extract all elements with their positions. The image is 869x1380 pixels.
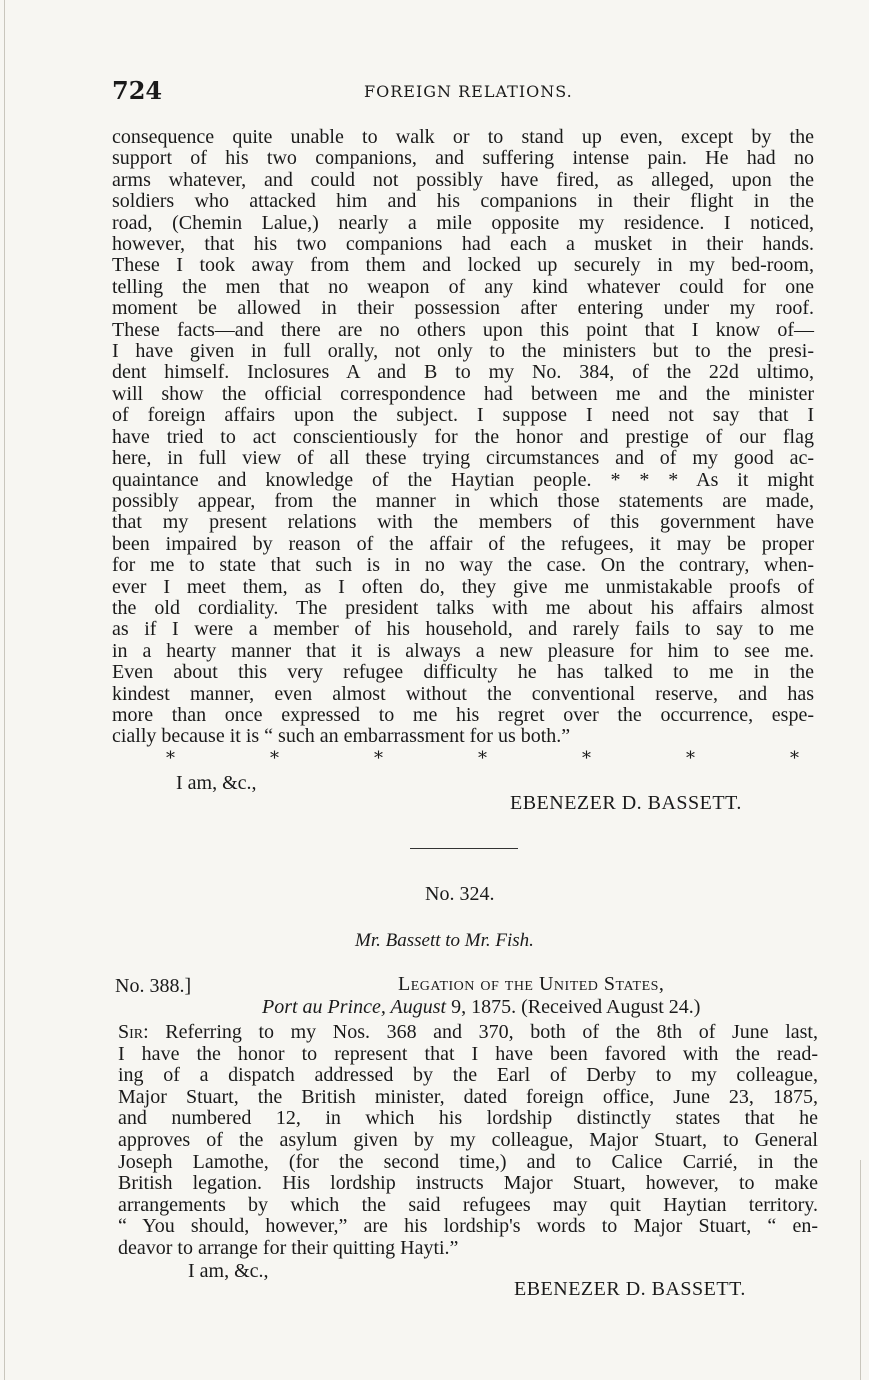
text-line: the old cordiality. The president talks with me about his affairs almost bbox=[112, 596, 814, 619]
document-title: Mr. Bassett to Mr. Fish. bbox=[355, 930, 534, 951]
letter-1-body bbox=[112, 127, 814, 748]
text-line: These facts—and there are no others upon this point that I know of— bbox=[112, 318, 814, 341]
text-line: of foreign affairs upon the subject. I suppose I need not say that I bbox=[112, 404, 814, 427]
text-line: approves of the asylum given by my colleague, Major Stuart, to General bbox=[118, 1128, 818, 1151]
page-header bbox=[112, 76, 812, 110]
text-line bbox=[118, 1022, 818, 1044]
text-line: been impaired by reason of the affair of the refugees, it may be proper bbox=[112, 532, 814, 555]
dateline bbox=[262, 996, 700, 1019]
text-line: will show the official correspondence had between me and the minister bbox=[112, 382, 814, 405]
letter-2-closing: I am, &c., bbox=[188, 1260, 269, 1282]
text-line-content: Referring to my Nos. 368 and 370, both of the 8th of June last, bbox=[148, 1021, 818, 1043]
text-line: “ You should, however,” are his lordship's words to Major Stuart, “ en- bbox=[118, 1215, 818, 1238]
letter-2-body bbox=[118, 1022, 818, 1260]
running-head: FOREIGN RELATIONS. bbox=[364, 82, 573, 101]
text-line: in a hearty manner that it is always a new pleasure for him to see me. bbox=[112, 639, 814, 662]
text-line: arrangements by which the said refugees may quit Haytian territory. bbox=[118, 1193, 818, 1216]
letter-1-closing: I am, &c., bbox=[176, 772, 257, 794]
text-line: quaintance and knowledge of the Haytian people. * * * As it might bbox=[112, 468, 814, 491]
text-line: Even about this very refugee difficulty he has talked to me in the bbox=[112, 661, 814, 684]
section-divider bbox=[410, 848, 518, 849]
ellipsis-star: * bbox=[790, 748, 799, 769]
page-edge-left bbox=[4, 0, 5, 1380]
legation-heading: Legation of the United States, bbox=[398, 973, 665, 995]
ellipsis-star: * bbox=[478, 748, 487, 769]
text-line: road, (Chemin Lalue,) nearly a mile opposite my residence. I noticed, bbox=[112, 211, 814, 234]
text-line: I have given in full orally, not only to the ministers but to the presi- bbox=[112, 340, 814, 363]
ellipsis-star: * bbox=[582, 748, 591, 769]
dateline-place: Port au Prince, August bbox=[262, 996, 447, 1018]
text-line: telling the men that no weapon of any kind whatever could for one bbox=[112, 275, 814, 298]
text-line: however, that his two companions had each a musket in their hands. bbox=[112, 233, 814, 256]
text-line: and numbered 12, in which his lordship distinctly states that he bbox=[118, 1107, 818, 1130]
text-line: support of his two companions, and suffering intense pain. He had no bbox=[112, 147, 814, 170]
document-number: No. 324. bbox=[425, 883, 495, 905]
text-line: These I took away from them and locked up securely in my bed-room, bbox=[112, 254, 814, 277]
text-line: deavor to arrange for their quitting Hayti.” bbox=[118, 1236, 459, 1259]
text-line: cially because it is “ such an embarrassment for us both.” bbox=[112, 725, 571, 748]
ellipsis-star: * bbox=[166, 748, 175, 769]
dateline-rest: 9, 1875. (Received August 24.) bbox=[451, 996, 701, 1018]
text-line: kindest manner, even almost without the conventional reserve, and has bbox=[112, 682, 814, 705]
text-line: arms whatever, and could not possibly have fired, as alleged, upon the bbox=[112, 168, 814, 191]
text-line: have tried to act conscientiously for the honor and prestige of our flag bbox=[112, 425, 814, 448]
page-edge-right bbox=[860, 1160, 861, 1380]
ellipsis-star: * bbox=[270, 748, 279, 769]
dispatch-number: No. 388.] bbox=[115, 975, 192, 997]
text-line: Major Stuart, the British minister, dated foreign office, June 23, 1875, bbox=[118, 1085, 818, 1108]
text-line: consequence quite unable to walk or to stand up even, except by the bbox=[112, 126, 814, 148]
text-line: dent himself. Inclosures A and B to my No. 384, of the 22d ultimo, bbox=[112, 361, 814, 384]
text-line: here, in full view of all these trying circumstances and of my good ac- bbox=[112, 447, 814, 470]
text-line: ing of a dispatch addressed by the Earl of Derby to my colleague, bbox=[118, 1064, 818, 1087]
text-line: more than once expressed to me his regret over the occurrence, espe- bbox=[112, 703, 814, 726]
letter-2-signature: EBENEZER D. BASSETT. bbox=[514, 1278, 746, 1300]
page-number: 724 bbox=[112, 76, 163, 105]
text-line: that my present relations with the members of this government have bbox=[112, 511, 814, 534]
ellipsis-star: * bbox=[374, 748, 383, 769]
text-line: I have the honor to represent that I have been favored with the read- bbox=[118, 1042, 818, 1065]
text-line: possibly appear, from the manner in which those statements are made, bbox=[112, 489, 814, 512]
letter-1-signature: EBENEZER D. BASSETT. bbox=[510, 792, 742, 814]
text-line: soldiers who attacked him and his companions in their flight in the bbox=[112, 190, 814, 213]
text-line: ever I meet them, as I often do, they give me unmistakable proofs of bbox=[112, 575, 814, 598]
ellipsis-star: * bbox=[686, 748, 695, 769]
text-line: Joseph Lamothe, (for the second time,) and to Calice Carrié, in the bbox=[118, 1150, 818, 1173]
text-line: moment be allowed in their possession after entering under my roof. bbox=[112, 297, 814, 320]
text-line: for me to state that such is in no way the case. On the contrary, when- bbox=[112, 554, 814, 577]
text-line: as if I were a member of his household, and rarely fails to say to me bbox=[112, 618, 814, 641]
salutation: Sir: bbox=[118, 1021, 149, 1043]
text-line: British legation. His lordship instructs Major Stuart, however, to make bbox=[118, 1172, 818, 1195]
